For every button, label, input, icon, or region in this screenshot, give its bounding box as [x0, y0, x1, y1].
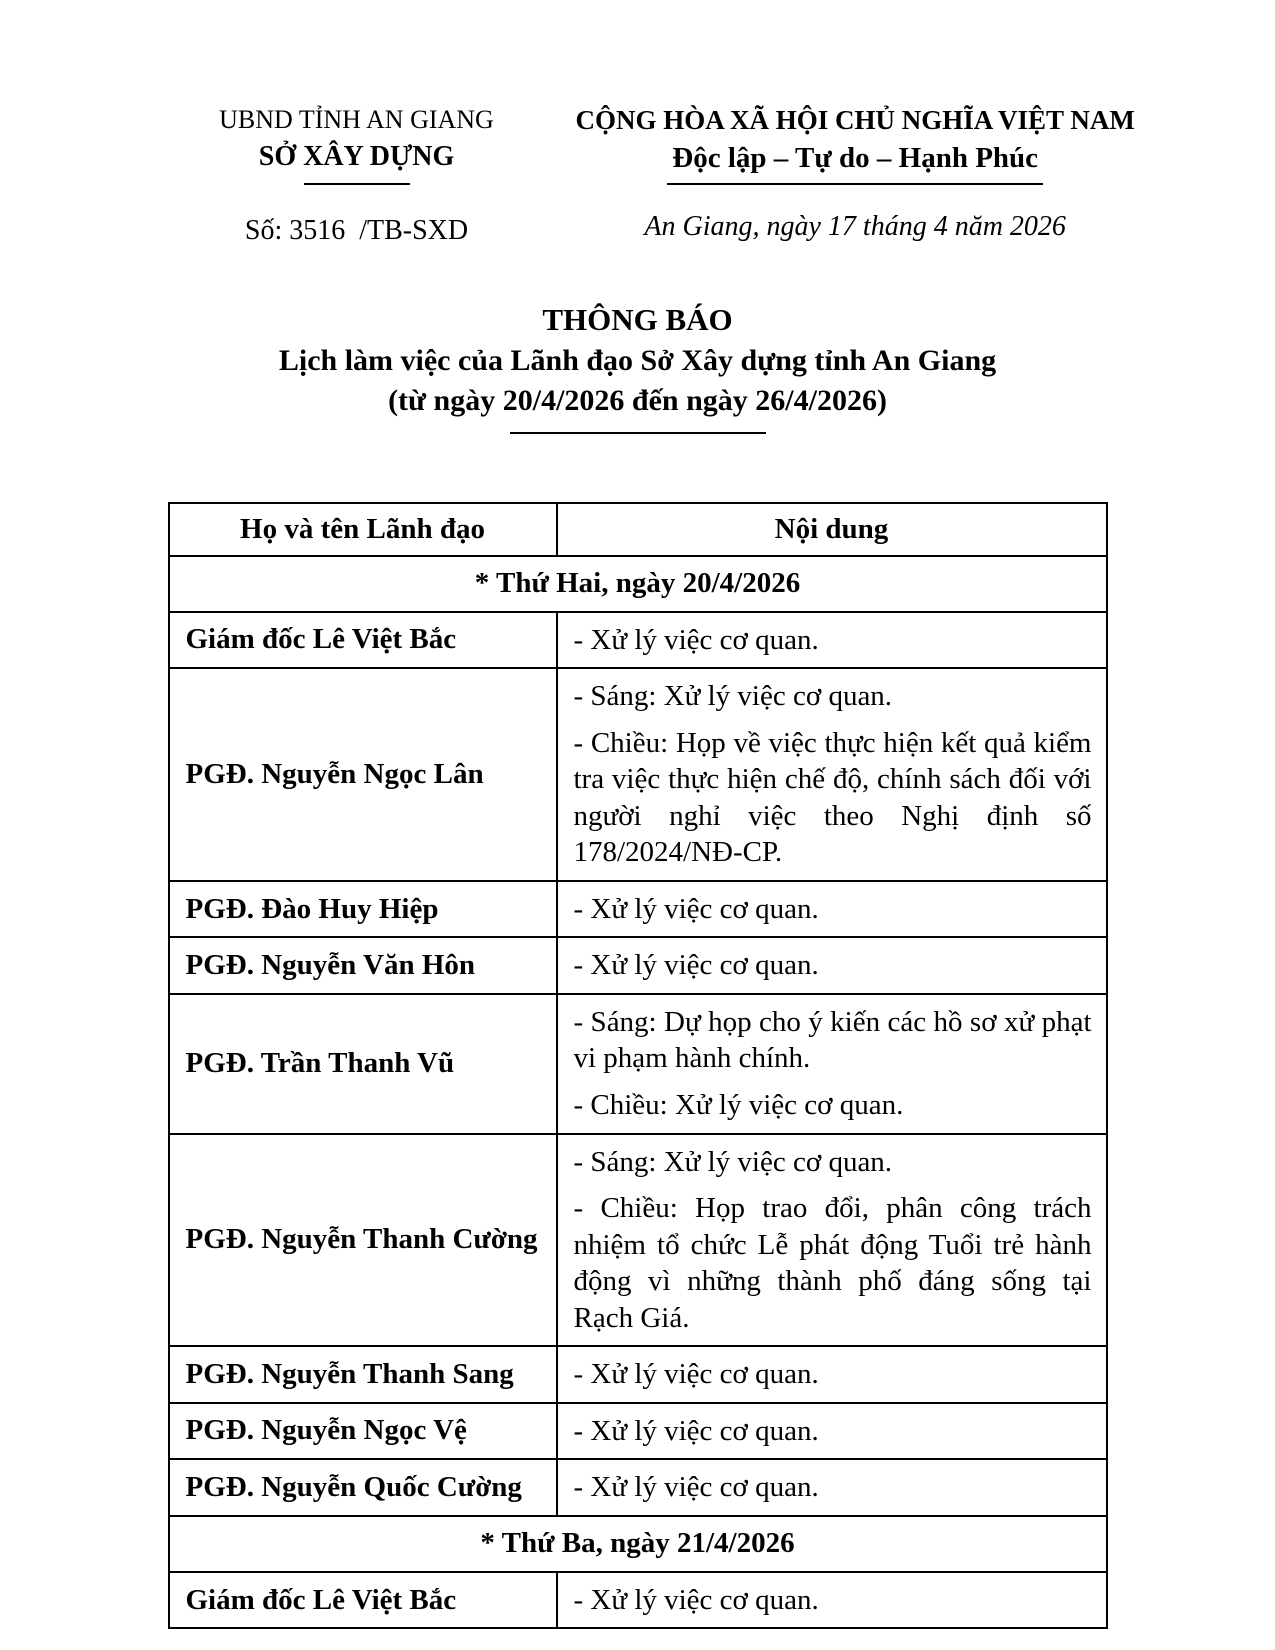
national-header-block	[546, 104, 1135, 243]
schedule-content-cell	[557, 1403, 1107, 1460]
schedule-row	[169, 994, 1107, 1134]
schedule-content-cell	[557, 937, 1107, 994]
schedule-item: - Xử lý việc cơ quan.	[573, 1471, 819, 1504]
document-number: Số: 3516 /TB-SXD	[244, 214, 469, 246]
schedule-row	[169, 668, 1107, 881]
title-underline	[510, 432, 766, 434]
schedule-row	[169, 1572, 1107, 1629]
leader-name-cell: PGĐ. Nguyễn Thanh Sang	[169, 1346, 557, 1403]
issuing-agency-block	[168, 104, 546, 247]
schedule-row	[169, 1403, 1107, 1460]
schedule-content-cell	[557, 1459, 1107, 1516]
schedule-content-cell	[557, 1346, 1107, 1403]
leader-name-cell: Giám đốc Lê Việt Bắc	[169, 1572, 557, 1629]
schedule-item: - Chiều: Họp về việc thực hiện kết quả kiểm tra việc thực hiện chế độ, chính sách đối với người nghỉ việc theo Nghị định số 178/2024/NĐ-CP.	[573, 726, 1092, 869]
schedule-item: - Chiều: Xử lý việc cơ quan.	[573, 1089, 904, 1121]
column-header-leader: Họ và tên Lãnh đạo	[169, 503, 557, 556]
schedule-content-cell	[557, 1134, 1107, 1347]
schedule-item: - Xử lý việc cơ quan.	[573, 892, 819, 925]
document-title: THÔNG BÁO	[542, 301, 733, 337]
schedule-item: - Xử lý việc cơ quan.	[573, 949, 819, 982]
leader-name-cell: PGĐ. Nguyễn Văn Hôn	[169, 937, 557, 994]
leader-name-cell: PGĐ. Trần Thanh Vũ	[169, 994, 557, 1134]
schedule-row	[169, 1134, 1107, 1347]
schedule-header-row	[169, 503, 1107, 556]
schedule-item: - Sáng: Dự họp cho ý kiến các hồ sơ xử phạt vi phạm hành chính.	[573, 1005, 1092, 1075]
schedule-content-cell	[557, 668, 1107, 881]
schedule-row	[169, 612, 1107, 669]
schedule-content-cell	[557, 612, 1107, 669]
agency-underline	[304, 183, 410, 185]
schedule-item: - Xử lý việc cơ quan.	[573, 1583, 819, 1616]
schedule-table-head	[169, 503, 1107, 556]
leader-name-cell: PGĐ. Nguyễn Ngọc Lân	[169, 668, 557, 881]
schedule-item: - Xử lý việc cơ quan.	[573, 1414, 819, 1447]
document-title-block	[168, 301, 1108, 434]
schedule-table-body	[169, 556, 1107, 1629]
day-header-cell: * Thứ Hai, ngày 20/4/2026	[169, 556, 1107, 612]
schedule-item: - Sáng: Xử lý việc cơ quan.	[573, 680, 893, 713]
schedule-content-cell	[557, 1572, 1107, 1629]
schedule-item: - Chiều: Họp trao đổi, phân công trách nhiệm tổ chức Lễ phát động Tuổi trẻ hành động vì những thành phố đáng sống tại Rạch Giá.	[573, 1192, 1092, 1334]
schedule-content-cell	[557, 994, 1107, 1134]
national-motto: Độc lập – Tự do – Hạnh Phúc	[667, 141, 1043, 185]
leader-name-cell: PGĐ. Nguyễn Quốc Cường	[169, 1459, 557, 1516]
place-and-date: An Giang, ngày 17 tháng 4 năm 2026	[644, 210, 1066, 242]
document-date-range: (từ ngày 20/4/2026 đến ngày 26/4/2026)	[388, 383, 887, 417]
schedule-item: - Xử lý việc cơ quan.	[573, 623, 819, 656]
schedule-row	[169, 937, 1107, 994]
leader-name-cell: PGĐ. Nguyễn Thanh Cường	[169, 1134, 557, 1347]
national-title: CỘNG HÒA XÃ HỘI CHỦ NGHĨA VIỆT NAM	[575, 105, 1135, 135]
document-header	[168, 104, 1135, 247]
day-header-cell: * Thứ Ba, ngày 21/4/2026	[169, 1516, 1107, 1572]
leader-name-cell: PGĐ. Đào Huy Hiệp	[169, 881, 557, 938]
day-header-row	[169, 556, 1107, 612]
leader-name-cell: Giám đốc Lê Việt Bắc	[169, 612, 557, 669]
leader-name-cell: PGĐ. Nguyễn Ngọc Vệ	[169, 1403, 557, 1460]
schedule-row	[169, 1346, 1107, 1403]
day-header-row	[169, 1516, 1107, 1572]
schedule-row	[169, 1459, 1107, 1516]
schedule-row	[169, 881, 1107, 938]
issuing-agency-name: SỞ XÂY DỰNG	[258, 140, 455, 172]
schedule-item: - Sáng: Xử lý việc cơ quan.	[573, 1145, 893, 1178]
document-subtitle: Lịch làm việc của Lãnh đạo Sở Xây dựng tỉnh An Giang	[278, 343, 997, 377]
document-page	[168, 0, 1135, 1629]
issuing-agency-parent: UBND TỈNH AN GIANG	[219, 105, 494, 134]
schedule-content-cell	[557, 881, 1107, 938]
column-header-content: Nội dung	[557, 503, 1107, 556]
schedule-item: - Xử lý việc cơ quan.	[573, 1358, 819, 1391]
schedule-table	[168, 502, 1108, 1630]
